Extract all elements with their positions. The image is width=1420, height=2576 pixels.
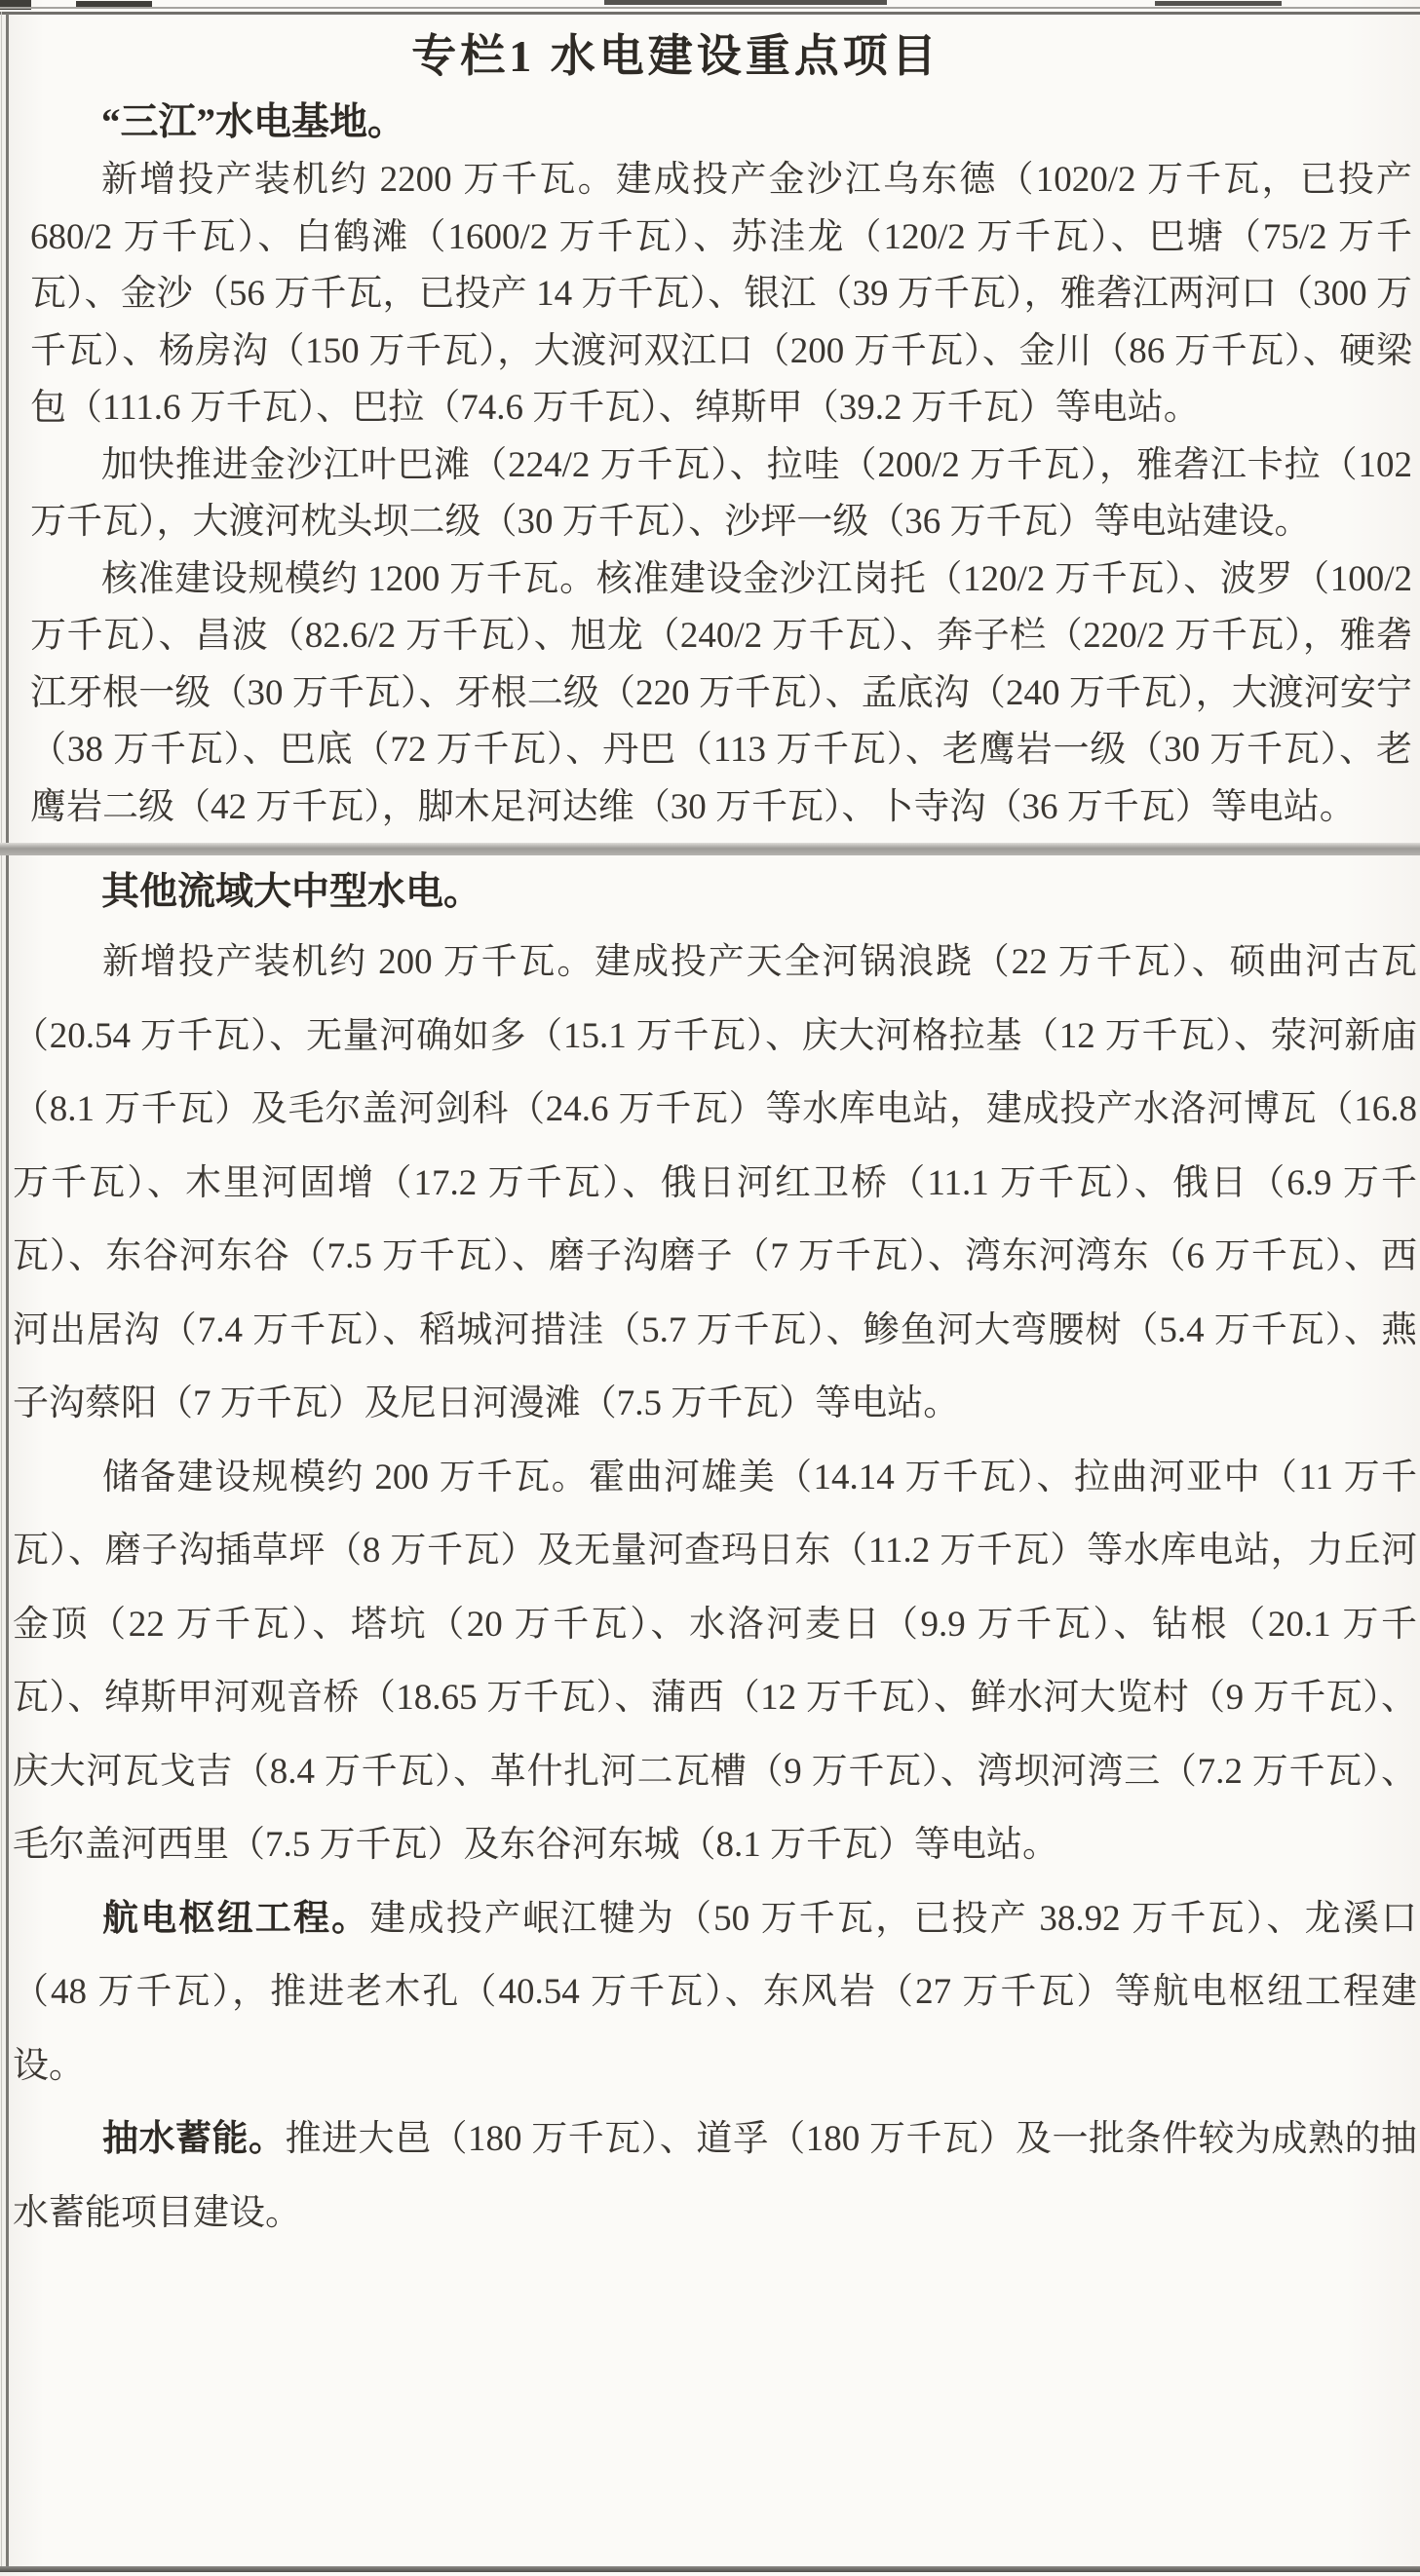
bottom-border-rule [0,2566,1420,2572]
paragraph-new-capacity: 新增投产装机约 200 万千瓦。建成投产天全河锅浪跷（22 万千瓦）、硕曲河古瓦（20.54 万千瓦）、无量河确如多（15.1 万千瓦）、庆大河格拉基（12 万千瓦）、荥河新庙（8.1 万千瓦）及毛尔盖河剑科（24.6 万千瓦）等水库电站，建成投产水洛河博瓦（16.8 万千瓦）、木里河固增（17.2 万千瓦）、俄日河红卫桥（11.1 万千瓦）、俄日（6.9 万千瓦）、东谷河东谷（7.5 万千瓦）、磨子沟磨子（7 万千瓦）、湾东河湾东（6 万千瓦）、西河出居沟（7.4 万千瓦）、稻城河措洼（5.7 万千瓦）、鲹鱼河大弯腰树（5.4 万千瓦）、燕子沟蔡阳（7 万千瓦）及尼日河漫滩（7.5 万千瓦）等电站。 [13,942,1417,1423]
paragraph-reserve-projects: 储备建设规模约 200 万千瓦。霍曲河雄美（14.14 万千瓦）、拉曲河亚中（11 万千瓦）、磨子沟插草坪（8 万千瓦）及无量河查玛日东（11.2 万千瓦）等水库电站，力丘河金顶（22 万千瓦）、塔坑（20 万千瓦）、水洛河麦日（9.9 万千瓦）、钻根（20.1 万千瓦）、绰斯甲河观音桥（18.65 万千瓦）、蒲西（12 万千瓦）、鲜水河大览村（9 万千瓦）、庆大河瓦戈吉（8.4 万千瓦）、革什扎河二瓦槽（9 万千瓦）、湾坝河湾三（7.2 万千瓦）、毛尔盖河西里（7.5 万千瓦）及东谷河东城（8.1 万千瓦）等电站。 [13,1457,1417,1865]
scan-artifact-dash [604,0,887,5]
runin-text: 推进大邑（180 万千瓦）、道孚（180 万千瓦）及一批条件较为成熟的抽水蓄能项目建设。 [13,2119,1417,2233]
paragraph-navigation-power-hubs [0,1882,1420,2103]
top-border-outer-rule [0,7,1420,9]
section-heading: “三江”水电基地。 [101,101,406,143]
runin-heading: 航电枢纽工程。 [102,1898,370,1939]
section-heading: 其他流域大中型水电。 [101,871,482,913]
paragraph-accelerate-projects: 加快推进金沙江叶巴滩（224/2 万千瓦）、拉哇（200/2 万千瓦），雅砻江卡拉（102 万千瓦），大渡河枕头坝二级（30 万千瓦）、沙坪一级（36 万千瓦）等电站建设。 [30,444,1412,542]
paragraph-new-capacity: 新增投产装机约 2200 万千瓦。建成投产金沙江乌东德（1020/2 万千瓦，已投产 680/2 万千瓦）、白鹤滩（1600/2 万千瓦）、苏洼龙（120/2 万千瓦）、巴塘（75/2 万千瓦）、金沙（56 万千瓦，已投产 14 万千瓦）、银江（39 万千瓦），雅砻江两河口（300 万千瓦）、杨房沟（150 万千瓦），大渡河双江口（200 万千瓦）、金川（86 万千瓦）、硬梁包（111.6 万千瓦）、巴拉（74.6 万千瓦）、绰斯甲（39.2 万千瓦）等电站。 [30,160,1412,428]
section-other-basins-hydropower [0,869,1420,2250]
box-title: 专栏1 水电建设重点项目 [411,31,940,81]
paragraph-pumped-storage [0,2102,1420,2250]
runin-heading: 抽水蓄能。 [102,2119,286,2159]
runin-text: 建成投产岷江犍为（50 万千瓦，已投产 38.92 万千瓦）、龙溪口（48 万千瓦），推进老木孔（40.54 万千瓦）、东风岩（27 万千瓦）等航电枢纽工程建设。 [13,1898,1418,2086]
paragraph-approved-projects: 核准建设规模约 1200 万千瓦。核准建设金沙江岗托（120/2 万千瓦）、波罗（100/2 万千瓦）、昌波（82.6/2 万千瓦）、旭龙（240/2 万千瓦）、奔子栏（220/2 万千瓦），雅砻江牙根一级（30 万千瓦）、牙根二级（220 万千瓦）、孟底沟（240 万千瓦），大渡河安宁（38 万千瓦）、巴底（72 万千瓦）、丹巴（113 万千瓦）、老鹰岩一级（30 万千瓦）、老鹰岩二级（42 万千瓦），脚木足河达维（30 万千瓦）、卜寺沟（36 万千瓦）等电站。 [30,558,1412,827]
page-scan-seam [0,843,1420,855]
scan-artifact-dash [1155,1,1282,6]
document-content [0,14,1420,2250]
section-sanjiang-hydropower-base [0,99,1420,836]
